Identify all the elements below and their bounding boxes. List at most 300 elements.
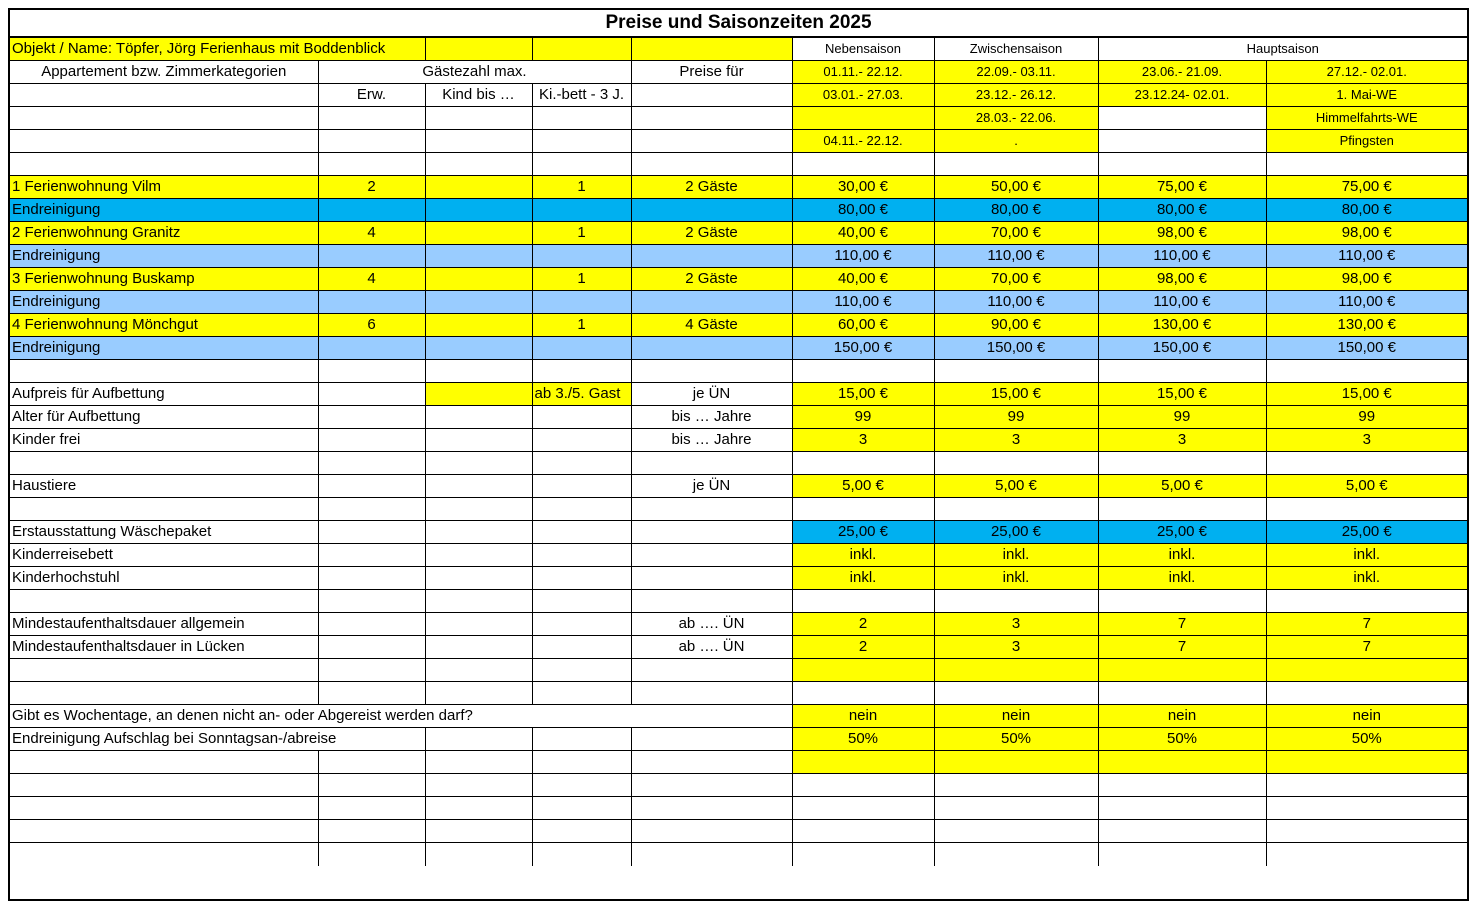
cell[interactable]	[10, 590, 318, 613]
cell[interactable]	[425, 107, 532, 130]
period-cell	[792, 107, 934, 130]
cell[interactable]	[934, 682, 1098, 705]
cell[interactable]	[631, 84, 792, 107]
price-cell: 98,00 €	[1098, 222, 1266, 245]
extra-unit: je ÜN	[631, 475, 792, 498]
period-cell: .	[934, 130, 1098, 153]
cell[interactable]	[934, 360, 1098, 383]
unit-guests: 2 Gäste	[631, 176, 792, 199]
unit-adults: 2	[318, 176, 425, 199]
cell[interactable]	[1266, 843, 1467, 866]
cell[interactable]	[631, 130, 792, 153]
cell[interactable]	[792, 153, 934, 176]
cell[interactable]	[1266, 659, 1467, 682]
cell[interactable]	[934, 843, 1098, 866]
cell[interactable]	[631, 107, 792, 130]
extra-value: nein	[934, 705, 1098, 728]
cell[interactable]	[934, 751, 1098, 774]
price-cell: 70,00 €	[934, 222, 1098, 245]
cell[interactable]	[318, 107, 425, 130]
cell[interactable]	[318, 245, 425, 268]
extra-label: Mindestaufenthaltsdauer in Lücken	[10, 636, 318, 659]
extra-value: inkl.	[1266, 544, 1467, 567]
extra-label: Gibt es Wochentage, an denen nicht an- oder Abgereist werden darf?	[10, 705, 792, 728]
cell[interactable]	[631, 337, 792, 360]
cell[interactable]	[532, 613, 631, 636]
cell[interactable]	[1098, 360, 1266, 383]
extra-value: 50%	[792, 728, 934, 751]
cell[interactable]	[425, 291, 532, 314]
cell[interactable]	[532, 797, 631, 820]
cell[interactable]	[425, 452, 532, 475]
cell[interactable]	[631, 843, 792, 866]
cell[interactable]	[425, 337, 532, 360]
cell[interactable]	[10, 360, 318, 383]
cell[interactable]	[631, 291, 792, 314]
cell[interactable]	[425, 636, 532, 659]
cell[interactable]	[792, 360, 934, 383]
extra-value: 7	[1266, 613, 1467, 636]
extra-value: 3	[934, 636, 1098, 659]
cell[interactable]	[631, 590, 792, 613]
cell[interactable]	[934, 498, 1098, 521]
cell[interactable]	[532, 245, 631, 268]
cell[interactable]	[1098, 843, 1266, 866]
cell[interactable]	[318, 590, 425, 613]
price-cell: 90,00 €	[934, 314, 1098, 337]
cell[interactable]	[532, 843, 631, 866]
period-cell: 22.09.- 03.11.	[934, 61, 1098, 84]
cell[interactable]	[792, 751, 934, 774]
cell[interactable]	[318, 751, 425, 774]
cell[interactable]	[425, 360, 532, 383]
sheet-title: Preise und Saisonzeiten 2025	[10, 10, 1467, 37]
cell[interactable]	[792, 452, 934, 475]
cell[interactable]	[318, 153, 425, 176]
cell[interactable]	[10, 107, 318, 130]
cell[interactable]	[425, 774, 532, 797]
cell[interactable]	[1098, 682, 1266, 705]
cleaning-row	[10, 291, 1467, 314]
extra-label: Kinderhochstuhl	[10, 567, 318, 590]
price-cell: 98,00 €	[1266, 222, 1467, 245]
season-header-nebensaison: Nebensaison	[792, 38, 934, 61]
cell[interactable]	[532, 774, 631, 797]
cell[interactable]	[318, 291, 425, 314]
period-cell: 1. Mai-WE	[1266, 84, 1467, 107]
extra-label: Mindestaufenthaltsdauer allgemein	[10, 613, 318, 636]
cell[interactable]	[318, 636, 425, 659]
cell[interactable]	[934, 659, 1098, 682]
cell[interactable]	[792, 797, 934, 820]
cell[interactable]	[631, 682, 792, 705]
unit-row	[10, 176, 1467, 199]
price-cell: 98,00 €	[1098, 268, 1266, 291]
cell[interactable]	[532, 291, 631, 314]
cell[interactable]	[425, 314, 532, 337]
extra-value: nein	[792, 705, 934, 728]
cell[interactable]	[318, 820, 425, 843]
cell[interactable]	[425, 728, 532, 751]
cell[interactable]	[532, 521, 631, 544]
cell[interactable]	[532, 429, 631, 452]
cell[interactable]	[792, 820, 934, 843]
period-cell: 23.06.- 21.09.	[1098, 61, 1266, 84]
cell[interactable]	[1098, 659, 1266, 682]
extra-value: inkl.	[1266, 567, 1467, 590]
guests-max-header: Gästezahl max.	[318, 61, 631, 84]
cell[interactable]	[10, 843, 318, 866]
cell[interactable]	[10, 452, 318, 475]
empty-row	[10, 153, 1467, 176]
cell[interactable]	[631, 820, 792, 843]
cell[interactable]	[318, 682, 425, 705]
cell[interactable]	[532, 107, 631, 130]
cell[interactable]	[425, 659, 532, 682]
extra-value: nein	[1098, 705, 1266, 728]
cell[interactable]	[425, 843, 532, 866]
cell[interactable]	[934, 820, 1098, 843]
extra-label: Haustiere	[10, 475, 318, 498]
cell[interactable]	[532, 590, 631, 613]
extra-value: 5,00 €	[792, 475, 934, 498]
extra-value: 99	[1266, 406, 1467, 429]
cell[interactable]	[631, 199, 792, 222]
cell[interactable]	[1266, 452, 1467, 475]
cell[interactable]	[318, 406, 425, 429]
cell[interactable]	[532, 659, 631, 682]
period-cell: 04.11.- 22.12.	[792, 130, 934, 153]
cell[interactable]	[318, 199, 425, 222]
cell[interactable]	[1098, 153, 1266, 176]
cell[interactable]	[10, 774, 318, 797]
cell[interactable]	[1266, 682, 1467, 705]
cell[interactable]	[1098, 820, 1266, 843]
cell[interactable]	[425, 268, 532, 291]
cleaning-price: 150,00 €	[792, 337, 934, 360]
empty-row	[10, 774, 1467, 797]
cell[interactable]	[318, 452, 425, 475]
extra-value: 3	[792, 429, 934, 452]
extra-value: nein	[1266, 705, 1467, 728]
cleaning-price: 80,00 €	[1266, 199, 1467, 222]
cell[interactable]	[425, 590, 532, 613]
extra-value: inkl.	[792, 544, 934, 567]
cleaning-label: Endreinigung	[10, 245, 318, 268]
extra-row	[10, 406, 1467, 429]
cell[interactable]	[532, 38, 631, 61]
extra-value: inkl.	[934, 544, 1098, 567]
price-sheet	[8, 8, 1469, 901]
cell[interactable]	[318, 774, 425, 797]
cell[interactable]	[318, 383, 425, 406]
cell[interactable]	[318, 475, 425, 498]
cell[interactable]	[631, 797, 792, 820]
extra-row	[10, 429, 1467, 452]
cell[interactable]	[1098, 797, 1266, 820]
price-cell: 75,00 €	[1266, 176, 1467, 199]
unit-cot: 1	[532, 176, 631, 199]
period-row	[10, 130, 1467, 153]
cell[interactable]	[792, 498, 934, 521]
cell[interactable]	[425, 245, 532, 268]
extra-value: 3	[1098, 429, 1266, 452]
cell[interactable]	[532, 751, 631, 774]
extra-value: 15,00 €	[1266, 383, 1467, 406]
extra-value: 50%	[1266, 728, 1467, 751]
cell[interactable]	[318, 797, 425, 820]
cell[interactable]	[1266, 498, 1467, 521]
period-cell: 28.03.- 22.06.	[934, 107, 1098, 130]
empty-row	[10, 797, 1467, 820]
extra-value: 15,00 €	[792, 383, 934, 406]
cell[interactable]	[425, 406, 532, 429]
season-header-zwischensaison: Zwischensaison	[934, 38, 1098, 61]
empty-row	[10, 682, 1467, 705]
unit-name: 2 Ferienwohnung Granitz	[10, 222, 318, 245]
period-cell: 01.11.- 22.12.	[792, 61, 934, 84]
price-table	[10, 37, 1467, 866]
extra-value: inkl.	[934, 567, 1098, 590]
cell[interactable]	[631, 38, 792, 61]
extra-value: 25,00 €	[792, 521, 934, 544]
cell[interactable]	[318, 360, 425, 383]
price-cell: 50,00 €	[934, 176, 1098, 199]
cell[interactable]	[532, 406, 631, 429]
cell[interactable]	[10, 498, 318, 521]
cell[interactable]	[318, 130, 425, 153]
cell[interactable]	[318, 659, 425, 682]
cell[interactable]	[318, 567, 425, 590]
cell[interactable]	[1098, 751, 1266, 774]
extra-value: 25,00 €	[1098, 521, 1266, 544]
cell[interactable]	[532, 199, 631, 222]
price-cell: 40,00 €	[792, 222, 934, 245]
cleaning-row	[10, 199, 1467, 222]
extra-label: Alter für Aufbettung	[10, 406, 318, 429]
extra-unit: je ÜN	[631, 383, 792, 406]
extra-value: 7	[1098, 613, 1266, 636]
cell[interactable]	[532, 337, 631, 360]
empty-row	[10, 751, 1467, 774]
unit-name: 3 Ferienwohnung Buskamp	[10, 268, 318, 291]
cell[interactable]	[10, 751, 318, 774]
cell[interactable]	[318, 429, 425, 452]
extra-value: 2	[792, 636, 934, 659]
cell[interactable]	[532, 682, 631, 705]
period-row	[10, 107, 1467, 130]
cell[interactable]	[318, 843, 425, 866]
cleaning-label: Endreinigung	[10, 337, 318, 360]
cell[interactable]	[532, 498, 631, 521]
extra-value: 99	[934, 406, 1098, 429]
cell[interactable]	[1266, 360, 1467, 383]
cell[interactable]	[792, 590, 934, 613]
cell[interactable]	[318, 337, 425, 360]
cell[interactable]	[792, 843, 934, 866]
cell[interactable]	[934, 774, 1098, 797]
cell[interactable]	[10, 659, 318, 682]
extra-unit: bis … Jahre	[631, 429, 792, 452]
cell[interactable]	[1266, 774, 1467, 797]
cell[interactable]	[425, 613, 532, 636]
extra-value: 50%	[934, 728, 1098, 751]
cell[interactable]	[10, 84, 318, 107]
cleaning-label: Endreinigung	[10, 291, 318, 314]
cell[interactable]	[1266, 590, 1467, 613]
cell[interactable]	[631, 567, 792, 590]
empty-row	[10, 659, 1467, 682]
cell[interactable]	[10, 130, 318, 153]
season-header-hauptsaison: Hauptsaison	[1098, 38, 1467, 61]
period-cell	[1098, 107, 1266, 130]
cleaning-price: 110,00 €	[792, 245, 934, 268]
cell[interactable]	[631, 498, 792, 521]
cell[interactable]	[631, 659, 792, 682]
extra-value: 5,00 €	[1098, 475, 1266, 498]
unit-name: 1 Ferienwohnung Vilm	[10, 176, 318, 199]
cell[interactable]	[425, 820, 532, 843]
cell[interactable]	[425, 498, 532, 521]
cell[interactable]	[532, 360, 631, 383]
unit-cot: 1	[532, 314, 631, 337]
cell[interactable]	[1266, 797, 1467, 820]
price-cell: 60,00 €	[792, 314, 934, 337]
cell[interactable]	[631, 521, 792, 544]
cell[interactable]	[532, 636, 631, 659]
extra-value: 50%	[1098, 728, 1266, 751]
cell[interactable]	[425, 176, 532, 199]
extra-row	[10, 728, 1467, 751]
extra-value: 2	[792, 613, 934, 636]
cleaning-price: 150,00 €	[1098, 337, 1266, 360]
cell[interactable]	[532, 153, 631, 176]
cell[interactable]	[1266, 820, 1467, 843]
cleaning-price: 110,00 €	[1266, 291, 1467, 314]
cell[interactable]	[631, 153, 792, 176]
extra-row	[10, 705, 1467, 728]
adults-header: Erw.	[318, 84, 425, 107]
unit-cot: 1	[532, 222, 631, 245]
cell[interactable]	[631, 544, 792, 567]
category-header: Appartement bzw. Zimmerkategorien	[10, 61, 318, 84]
cell[interactable]	[425, 751, 532, 774]
cell[interactable]	[425, 682, 532, 705]
unit-name: 4 Ferienwohnung Mönchgut	[10, 314, 318, 337]
extra-unit: ab …. ÜN	[631, 636, 792, 659]
unit-adults: 6	[318, 314, 425, 337]
cell[interactable]	[318, 613, 425, 636]
extra-value: 25,00 €	[1266, 521, 1467, 544]
cell[interactable]	[318, 498, 425, 521]
cell[interactable]	[425, 130, 532, 153]
unit-row	[10, 222, 1467, 245]
cell[interactable]	[425, 383, 532, 406]
cell[interactable]	[425, 429, 532, 452]
cell[interactable]	[10, 682, 318, 705]
cell[interactable]	[532, 130, 631, 153]
cell[interactable]	[934, 590, 1098, 613]
period-cell	[1098, 130, 1266, 153]
extra-value: 3	[934, 613, 1098, 636]
object-name: Objekt / Name: Töpfer, Jörg Ferienhaus mit Boddenblick	[10, 38, 425, 61]
cell[interactable]	[425, 521, 532, 544]
extra-unit: bis … Jahre	[631, 406, 792, 429]
cell[interactable]	[425, 199, 532, 222]
cell[interactable]	[631, 452, 792, 475]
extra-row	[10, 544, 1467, 567]
cell[interactable]	[425, 544, 532, 567]
extra-value: 99	[792, 406, 934, 429]
cell[interactable]	[532, 728, 631, 751]
cell[interactable]	[792, 682, 934, 705]
cell[interactable]	[792, 659, 934, 682]
unit-row	[10, 314, 1467, 337]
cleaning-price: 110,00 €	[792, 291, 934, 314]
unit-guests: 2 Gäste	[631, 268, 792, 291]
cell[interactable]	[425, 153, 532, 176]
cell[interactable]	[1098, 452, 1266, 475]
cell[interactable]	[532, 544, 631, 567]
extra-label: Kinder frei	[10, 429, 318, 452]
cell[interactable]	[532, 820, 631, 843]
price-cell: 75,00 €	[1098, 176, 1266, 199]
cell[interactable]	[631, 360, 792, 383]
cell[interactable]	[631, 751, 792, 774]
cell[interactable]	[631, 728, 792, 751]
cell[interactable]	[1266, 153, 1467, 176]
extra-label: Kinderreisebett	[10, 544, 318, 567]
cell[interactable]	[1266, 751, 1467, 774]
cell[interactable]	[1098, 498, 1266, 521]
cell[interactable]	[532, 475, 631, 498]
cell[interactable]	[934, 452, 1098, 475]
extra-value: 25,00 €	[934, 521, 1098, 544]
cell[interactable]	[792, 774, 934, 797]
cell[interactable]	[934, 797, 1098, 820]
cell[interactable]	[1098, 590, 1266, 613]
cell[interactable]	[1098, 774, 1266, 797]
cell[interactable]	[10, 820, 318, 843]
extra-label: Erstausstattung Wäschepaket	[10, 521, 318, 544]
cell[interactable]	[425, 797, 532, 820]
price-cell: 40,00 €	[792, 268, 934, 291]
cell[interactable]	[10, 153, 318, 176]
cell[interactable]	[425, 475, 532, 498]
cell[interactable]	[631, 245, 792, 268]
cleaning-price: 80,00 €	[792, 199, 934, 222]
empty-row	[10, 820, 1467, 843]
cell[interactable]	[425, 38, 532, 61]
period-cell: 23.12.- 26.12.	[934, 84, 1098, 107]
header-row	[10, 61, 1467, 84]
extra-value: 7	[1098, 636, 1266, 659]
cell[interactable]	[318, 544, 425, 567]
cell[interactable]	[425, 567, 532, 590]
extra-value: 5,00 €	[934, 475, 1098, 498]
extra-row	[10, 636, 1467, 659]
cell[interactable]	[532, 452, 631, 475]
cell[interactable]	[425, 222, 532, 245]
cell[interactable]	[318, 521, 425, 544]
cell[interactable]	[10, 797, 318, 820]
cell[interactable]	[934, 153, 1098, 176]
period-cell: 27.12.- 02.01.	[1266, 61, 1467, 84]
cleaning-price: 110,00 €	[1098, 291, 1266, 314]
cell[interactable]	[532, 567, 631, 590]
extra-value: 15,00 €	[1098, 383, 1266, 406]
cell[interactable]	[631, 774, 792, 797]
